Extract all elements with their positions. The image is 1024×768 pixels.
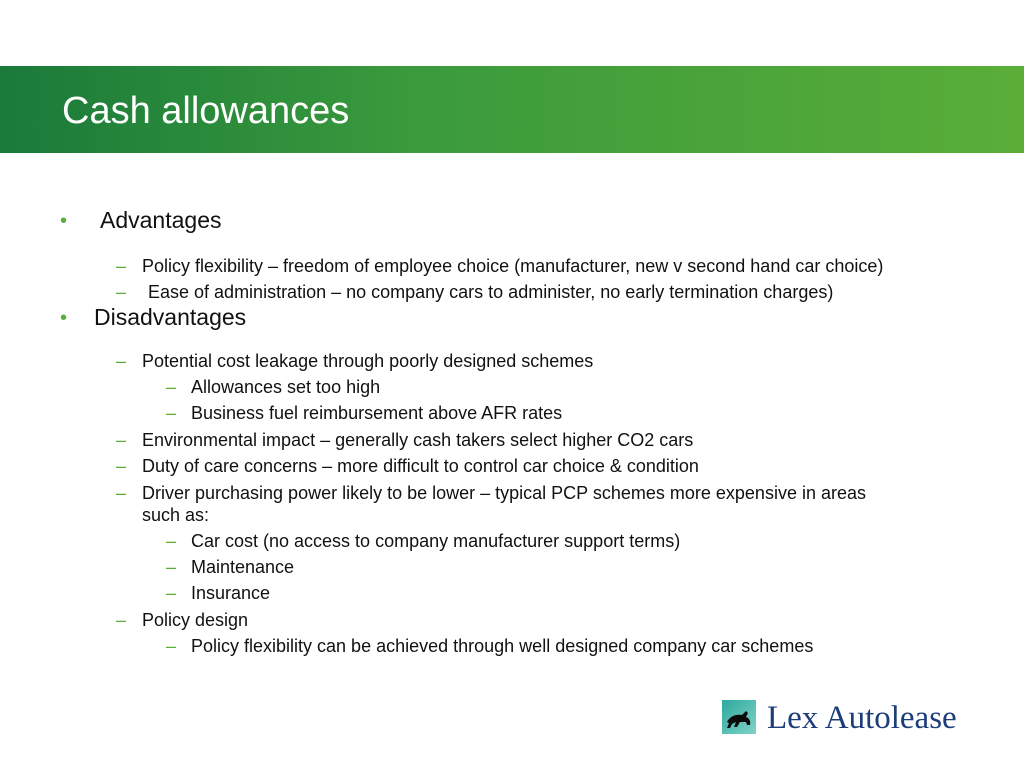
logo-wordmark: Lex Autolease — [767, 700, 957, 736]
dash-icon: – — [166, 636, 177, 656]
list-subitem: Insurance — [191, 583, 271, 603]
dash-icon: – — [116, 610, 127, 630]
section-heading-advantages: Advantages — [100, 207, 222, 233]
dash-icon: – — [166, 557, 177, 577]
list-subitem: Allowances set too high — [191, 377, 381, 397]
list-subitem: Maintenance — [191, 557, 295, 577]
section-heading-disadvantages: Disadvantages — [94, 304, 247, 330]
list-item: Policy flexibility – freedom of employee choice (manufacturer, new v second hand car choice) — [142, 256, 884, 276]
list-subitem: Policy flexibility can be achieved through well designed company car schemes — [191, 636, 814, 656]
dash-icon: – — [116, 256, 127, 276]
list-item-continuation: such as: — [142, 505, 210, 525]
dash-icon: – — [166, 377, 177, 397]
dash-icon: – — [166, 403, 177, 423]
dash-icon: – — [116, 456, 127, 476]
list-item: Potential cost leakage through poorly designed schemes — [142, 351, 594, 371]
slide-title: Cash allowances — [62, 90, 350, 132]
list-subitem: Car cost (no access to company manufacturer support terms) — [191, 531, 681, 551]
dash-icon: – — [166, 531, 177, 551]
list-item: Environmental impact – generally cash takers select higher CO2 cars — [142, 430, 694, 450]
bullet-icon: • — [60, 307, 68, 329]
dash-icon: – — [116, 430, 127, 450]
dash-icon: – — [116, 351, 127, 371]
dash-icon: – — [166, 583, 177, 603]
list-item: Driver purchasing power likely to be lower – typical PCP schemes more expensive in areas — [142, 483, 866, 503]
list-item: Policy design — [142, 610, 249, 630]
bullet-icon: • — [60, 210, 68, 232]
list-item: Ease of administration – no company cars to administer, no early termination charges) — [148, 282, 834, 302]
list-item: Duty of care concerns – more difficult to control car choice & condition — [142, 456, 699, 476]
dash-icon: – — [116, 282, 127, 302]
dash-icon: – — [116, 483, 127, 503]
list-subitem: Business fuel reimbursement above AFR rates — [191, 403, 563, 423]
